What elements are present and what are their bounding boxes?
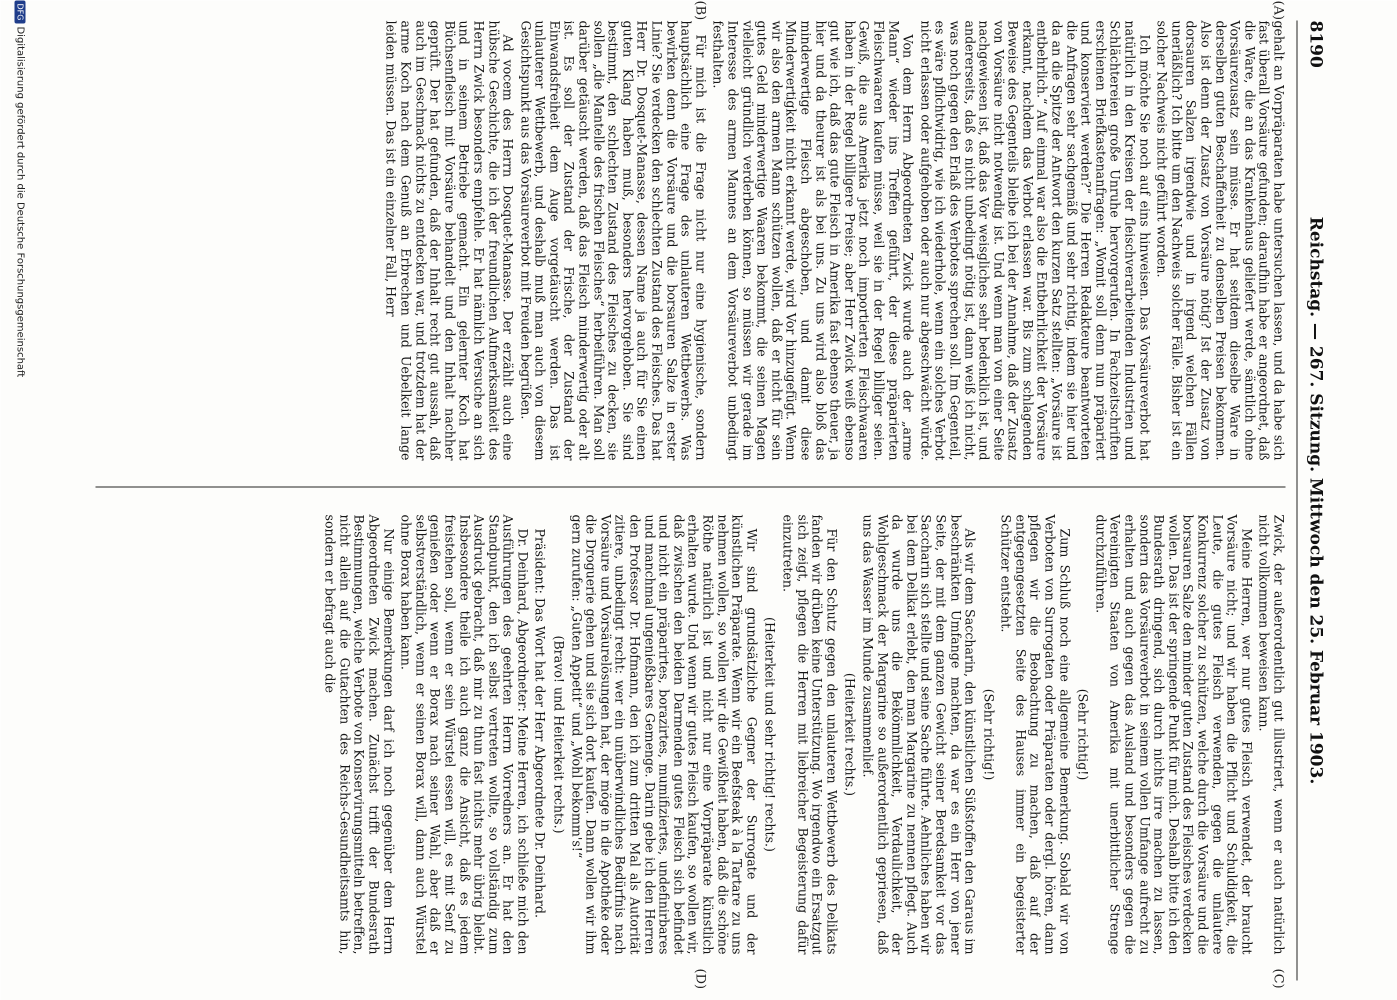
speaker-paragraph: Dr. Deinhard, Abgeordneter: Meine Herren, ich schließe mich den Ausführungen des geehrten Herrn Vorredners an. Er hat den Standpunkt, den ich selbst vertreten wollte, so vollständig zum Ausdruck gebracht, daß mir zu thun fast nichts mehr übrig bleibt. Insbesondere theile ich auch ganz die Ansicht, daß es jedem freistehen soll, wenn er sein Würstel essen will, es mit Senf zu genießen oder wenn er Borax nach seiner Wahl, aber daß er selbstverständlich, wenn er seinen Borax will, dann auch Würstel ohne Borax haben kann. bbox=[398, 514, 530, 954]
paragraph: Für den Schutz gegen den unlauteren Wettbewerb des Delikats fanden wir drüben keine Unterstützung. Wo irgendwo ein Ersatzgut sich zeigt, pflegen die Herren mit liebreicher Begeisterung dafür einzutreten. bbox=[780, 514, 839, 954]
interjection: (Heiterkeit und sehr richtig! rechts.) bbox=[762, 616, 778, 852]
interjection: (Heiterkeit rechts.) bbox=[842, 672, 858, 796]
paragraph: Zwick, der außerordentlich gut illustriert, wenn er auch natürlich nicht vollkommen beweisen kann. bbox=[1256, 514, 1286, 954]
paragraph: Als wir dem Saccharin, den künstlichen Süßstoffen den Garaus im beschränkten Umfange machten, da war es ein Herr von jener Seite, der mit dem ganzen Gewicht seiner Beredsamkeit vor das Saccharin sich stellte und seine Sache führte. Aehnliches haben wir bei dem Delikat erlebt, den man Margarine zu nennen pflegt. Auch da wurde uns die Bekömmlichkeit, Verdaulichkeit, der Wohlgeschmack der Margarine so außerordentlich gepriesen, daß uns das Wasser im Munde zusammenlief. bbox=[859, 514, 978, 954]
margin-mark-a: (A) bbox=[1270, 0, 1285, 20]
page-header bbox=[1293, 20, 1329, 980]
interjection: (Sehr richtig!) bbox=[980, 688, 996, 780]
header-rule bbox=[1296, 20, 1297, 980]
paragraph: Wir sind grundsätzliche Gegner der Surrogate und der künstlichen Präparate. Wenn wir ein Beefsteak à la Tartare zu uns nehmen wollen, so wollen wir die Gewißheit haben, daß die schöne Röthe natürlich ist und nicht nur eine Vorpräparate künstlich erhalten wurde. Und wenn wir gutes Fleisch kaufen, so wollen wir, daß zwischen den beiden Darmenden gutes Fleisch sich befindet und nicht ein präparirtes, borazirtes, mumifiziertes, undefinirbares und manchmal ungenießbares Gemenge. Darin gebe ich den Herren den Professor Dr. Hofmann, den ich zum dritten Mal als Autorität zitiere, unbedingt recht: wer ein unüberwindliches Bedürfnis nach Vorsäure und Vorsäurelösungen hat, der möge in die Apotheke oder die Droguerie gehen und sie sich dort kaufen. Dann wollen wir ihm gern zurufen: „Guten Appetit“ und „Wohl bekomm's!“ bbox=[568, 514, 759, 954]
margin-mark-c: (C) bbox=[1270, 968, 1285, 989]
interjection: (Bravo! und Heiterkeit rechts.) bbox=[551, 635, 567, 833]
paragraph: Ad vocem des Herrn Dosquet-Manasse. Der erzählt auch eine hübsche Geschichte, die ich der freundlichen Aufmerksamkeit des Herrn Zwick besonders empfehle. Er hat nämlich Versuche an sich und in seinem Betriebe gemacht. Ein gelernter Koch hat Büchsenfleisch mit Vorsäure behandelt und den Inhalt nachher geprüft. Der hat gefunden, daß der Inhalt recht gut aussah, daß auch im Geschmack nichts zu entdecken war, und trotzdem hat der arme Koch nach dem Genuß an Erbrechen und Uebelkeit lange leiden müssen. Das ist ein einzelner Fall, Herr bbox=[383, 20, 516, 460]
paragraph: Ich möchte Sie noch auf eins hinweisen. Das Vorsäureverbot hat natürlich in den Kreisen der fleischverarbeitenden Industrien und Schlächtereien große Unruhe hervorgerufen. In Fachzeitschriften erschienen Briefkastenanfragen: „Womit soll denn nun präpariert und konserviert werden?“ Die Herren Redakteure beantworteten die Anfragen sehr sachgemäß und sehr richtig, indem sie hier und da an die Spitze der Antwort den kurzen Satz stellten: „Vorsäure ist entbehrlich.“ Auf einmal war also die Entbehrlichkeit der Vorsäure erkannt, nachdem das Verbot erlassen war. Bis zum schlagenden Beweise des Gegenteils bleibe ich bei der Annahme, daß der Zusatz von Vorsäure nicht notwendig ist. Und wenn man von einer Seite nachgewiesen ist, daß das Vor weisgliches sehr bedenklich ist, und andererseits, daß es nicht unbedingt nötig ist, dann weiß ich nicht, was noch gegen den Erlaß des Verbotes sprechen soll. Im Gegenteil, es wäre pflichtwidrig, wie ich wiederhole, wenn ein solches Verbot nicht erlassen oder aufgehoben oder auch nur abgeschwächt würde. bbox=[917, 20, 1152, 460]
right-text-column bbox=[319, 514, 1285, 954]
dfg-logo: DFG bbox=[14, 0, 25, 23]
page-number: 8190 bbox=[1305, 20, 1325, 68]
left-text-column bbox=[380, 20, 1285, 460]
paragraph: Zum Schluß noch eine allgemeine Bemerkung. Sobald wir von Verboten von Surrogaten oder Präparaten oder dergl. hören, dann pflegen wir die Beobachtung zu machen, daß auf der entgegengesetzten Seite des Hauses immer ein begeisterter Schützer entsteht. bbox=[998, 514, 1072, 954]
page-title: Reichstag. — 267. Sitzung. Mittwoch den 25. Februar 1903. bbox=[1305, 216, 1325, 784]
digitization-credit bbox=[14, 0, 25, 377]
paragraph: gehalt an Vorpräparaten habe untersuchen lassen, und da habe sich fast überall Vorsäure gefunden; daraufhin habe er angeordnet, daß die Ware, die an das Krankenhaus geliefert werde, sämtlich ohne Vorsäurezusatz sein müsse. Er hat seitdem dieselbe Ware in derselben guten Beschaffenheit zu denselben Preisen bekommen. Also ist denn der Zusatz von Vorsäure nötig? Ist der Zusatz von dorsauren Salzen irgendwie und in irgend welchen Fällen unerläßlich? Ich bitte um den Nachweis solcher Fälle. Bisher ist ein solcher Nachweis nicht geführt worden. bbox=[1154, 20, 1286, 460]
credit-text: Digitalisierung gefördert durch die Deutsche Forschungsgemeinschaft bbox=[14, 25, 25, 377]
paragraph: Nur einige Bemerkungen darf ich noch gegenüber dem Herrn Abgeordneten Zwick machen. Zunächst trifft der Bundesrath Bestimmungen, welche Verbote von Konservirungsmitteln betreffen, nicht allein auf die Gutachten des Reichs-Gesundheitsamts hin, sondern er befragt auch die bbox=[322, 514, 396, 954]
interjection: (Sehr richtig!) bbox=[1075, 688, 1091, 780]
speaker-paragraph: Präsident: Das Wort hat der Herr Abgeordnete Dr. Deinhard. bbox=[532, 528, 548, 918]
column-divider bbox=[95, 486, 1285, 487]
paragraph: Meine Herren, wer nur gutes Fleisch verwendet, der braucht Vorsäure nicht; und wir haben die Pflicht und Schuldigkeit, die Leute, die gutes Fleisch verwenden, gegen die unlautere Konkurrenz solcher zu schützen, welche durch die Vorsäure und die borsauren Salze den minder guten Zustand des Fleisches verdecken wollen. Das ist der springende Punkt für mich. Deshalb bitte ich den Bundesrath dringend, sich durch nichts irre machen zu lassen, sondern das Vorsäureverbot in seinem vollen Umfange aufrecht zu erhalten und auch gegen das Ausland und besonders gegen die Vereinigten Staaten von Amerika mit unerbittlicher Strenge durchzuführen. bbox=[1092, 514, 1254, 954]
paragraph: Für mich ist die Frage nicht nur eine hygienische, sondern hauptsächlich eine Frage des unlauteren Wettbewerbs. Was bewirken denn die Vorsäure und die borsauren Salze in erster Linie? Sie verdecken den schlechten Zustand des Fleisches. Das hat Herr Dr. Dosquet-Manasse, dessen Name ja auch für Sie einen guten Klang haben muß, besonders hervorgehoben. Sie sind bestimmt, den schlechten Zustand des Fleisches zu decken, sie sollen „die Mantelle des frischen Fleisches“ herbeiführen. Man soll darüber getäuscht werden, daß das Fleisch minderwertig oder alt ist. Es soll der Zustand der Frische, der Zustand der Einwandsfreiheit dem Auge vorgetäuscht werden. Das ist unlauterer Wettbewerb, und deshalb muß man auch von diesem Gesichtspunkt aus das Vorsäureverbot mit Freuden begrüßen. bbox=[517, 20, 708, 460]
paragraph: Von dem Herrn Abgeordneten Zwick wurde auch der „arme Mann“ wieder ins Treffen geführt, der diese präparierten Fleischwaaren kaufen müsse, weil sie in der Regel billiger seien. Gewiß, die aus Amerika jetzt noch importierten Fleischwaaren haben in der Regel billigere Preise; aber Herr Zwick weiß ebenso gut wie ich, daß das gute Fleisch in Amerika fast ebenso theuer, ja hier und da theurer ist als bei uns. Zu uns wird also bloß das minderwertige Fleisch abgeschoben, und damit diese Minderwertigkeit nicht erkannt werde, wird Vor hinzugefügt. Wenn wir also den armen Mann schützen wollen, daß er nicht für sein gutes Geld minderwertige Waaren bekommt, die seinen Magen vielleicht gründlich verderben können, so müssen wir gerade im Interesse des armen Mannes an dem Vorsäureverbot unbedingt festhalten. bbox=[710, 20, 916, 460]
margin-mark-b: (B) bbox=[692, 0, 707, 20]
margin-mark-d: (D) bbox=[692, 968, 707, 989]
